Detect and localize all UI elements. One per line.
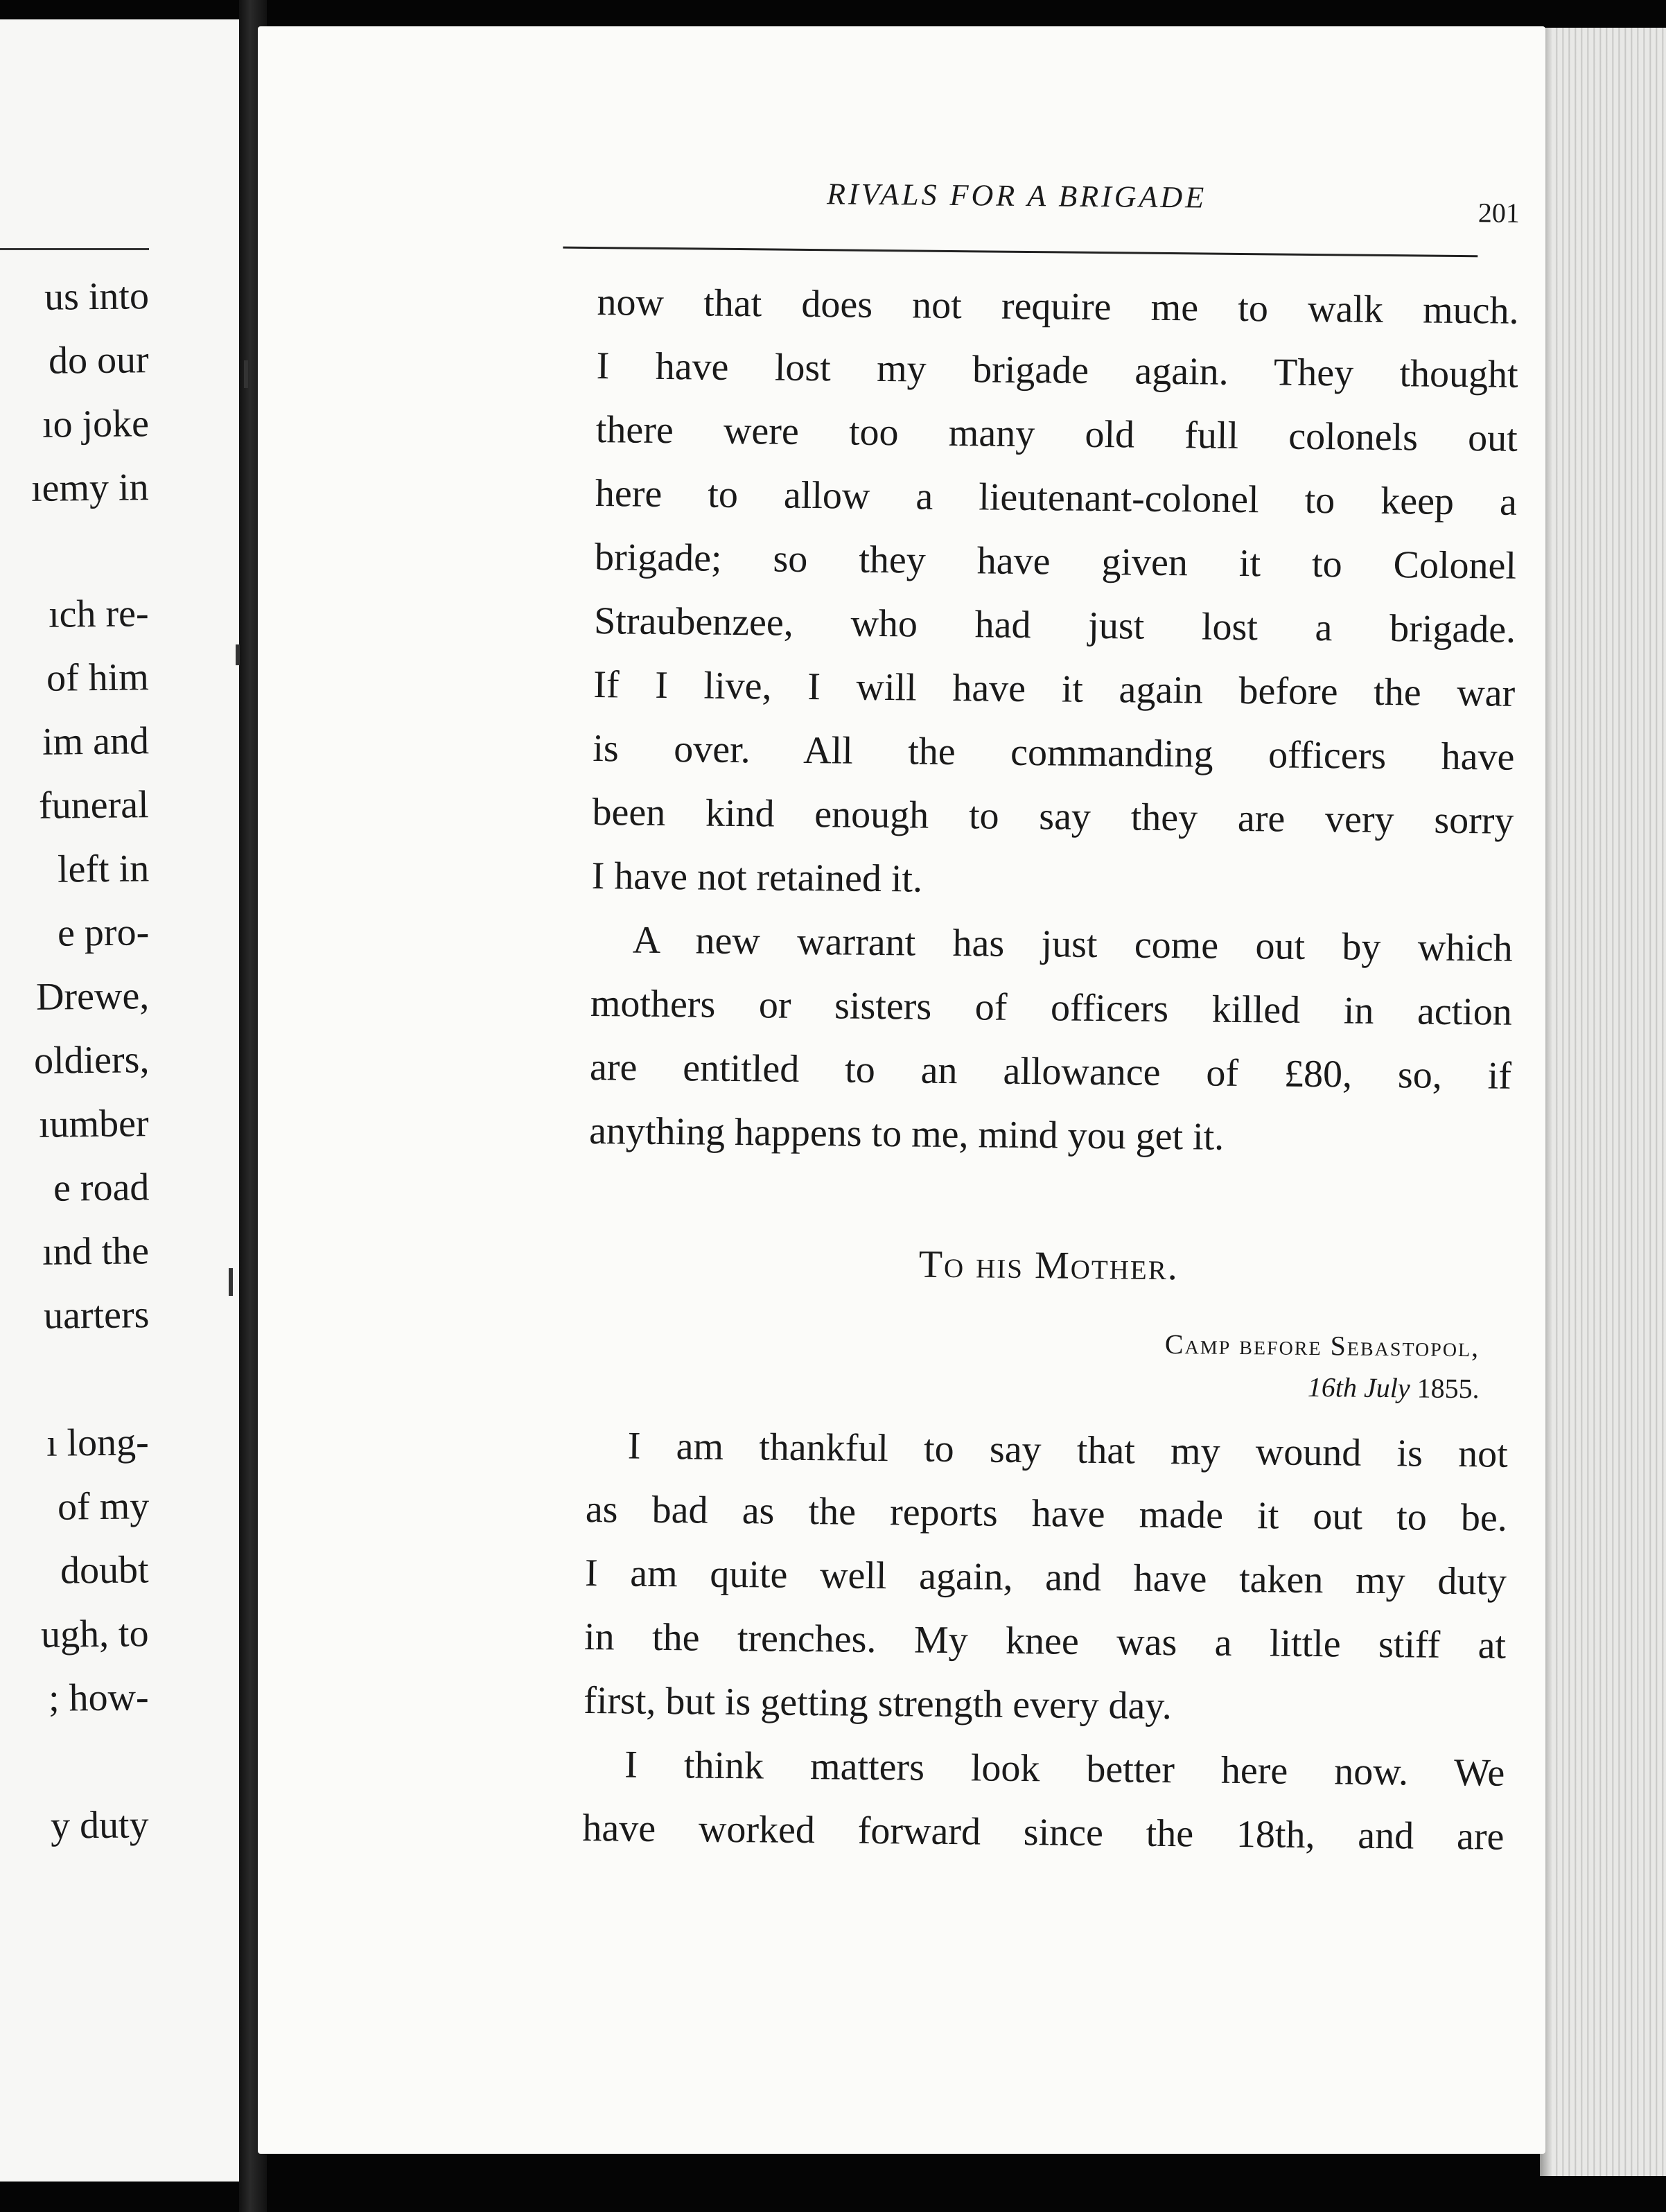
facing-line: im and xyxy=(42,719,150,764)
text-line: I am thankful to say that my wound is not xyxy=(627,1424,1508,1476)
text-line: brigade; so they have given it to Colonel xyxy=(594,536,1517,588)
text-line: here to allow a lieutenant-colonel to keep a xyxy=(595,472,1518,524)
text-line: is over. All the commanding officers have xyxy=(593,727,1515,779)
facing-line: ıemy in xyxy=(31,466,150,510)
facing-line: ıumber xyxy=(39,1102,150,1146)
facing-line: y duty xyxy=(51,1803,150,1847)
text-line: in the trenches. My knee was a little stiff at xyxy=(584,1615,1507,1667)
facing-line: e road xyxy=(53,1166,150,1210)
dateline-date xyxy=(1308,1371,1480,1405)
text-line: I am quite well again, and have taken my duty xyxy=(584,1551,1507,1604)
facing-line: ıch re- xyxy=(49,592,150,636)
binding-mark xyxy=(236,644,240,665)
facing-line: of my xyxy=(57,1484,150,1529)
facing-line: uarters xyxy=(43,1293,150,1337)
facing-line: left in xyxy=(57,847,150,891)
binding-mark xyxy=(244,360,248,388)
facing-line: oldiers, xyxy=(33,1038,150,1082)
page-number: 201 xyxy=(1478,197,1520,229)
facing-line: ugh, to xyxy=(41,1612,150,1656)
dateline-place: Camp before Sebastopol, xyxy=(1164,1328,1480,1363)
text-line: been kind enough to say they are very sorry xyxy=(592,791,1514,843)
facing-line: of him xyxy=(46,656,150,700)
text-line: have worked forward since the 18th, and are xyxy=(582,1806,1505,1859)
facing-line: ; how- xyxy=(49,1676,150,1720)
text-line: Straubenzee, who had just lost a brigade. xyxy=(593,599,1516,651)
facing-line: Drewe, xyxy=(35,974,150,1019)
facing-line: ıo joke xyxy=(42,402,150,446)
text-line: now that does not require me to walk much. xyxy=(597,281,1519,333)
running-title: RIVALS FOR A BRIGADE xyxy=(826,177,1207,215)
facing-line: e pro- xyxy=(57,911,150,955)
text-line: are entitled to an allowance of £80, so, if xyxy=(589,1046,1512,1098)
facing-line: doubt xyxy=(60,1548,150,1592)
text-line: I have lost my brigade again. They thought xyxy=(596,344,1518,396)
text-line: A new warrant has just come out by which xyxy=(632,918,1513,970)
text-line: I have not retained it. xyxy=(591,854,923,901)
dateline-year: 1855. xyxy=(1417,1372,1480,1405)
letter-heading: To his Mother. xyxy=(918,1243,1180,1289)
facing-line: ınd the xyxy=(42,1229,150,1274)
running-head xyxy=(563,174,1534,266)
facing-page xyxy=(0,19,246,2182)
text-line: anything happens to me, mind you get it. xyxy=(588,1109,1225,1159)
facing-line: do our xyxy=(49,338,150,383)
text-line: first, but is getting strength every day. xyxy=(583,1678,1173,1728)
page-text-block xyxy=(258,26,1545,2154)
dateline-day-month: 16th July xyxy=(1307,1371,1410,1404)
text-line: I think matters look better here now. We xyxy=(624,1743,1505,1795)
facing-line: funeral xyxy=(39,783,150,827)
facing-page-rule xyxy=(0,248,149,250)
text-line: there were too many old full colonels out xyxy=(595,408,1518,460)
binding-mark xyxy=(229,1268,233,1296)
text-line: If I live, I will have it again before the war xyxy=(593,663,1516,715)
text-line: mothers or sisters of officers killed in action xyxy=(590,982,1513,1034)
header-rule xyxy=(563,247,1478,258)
book-page-edges xyxy=(1545,28,1666,2176)
text-line: as bad as the reports have made it out to be. xyxy=(585,1487,1508,1540)
facing-line: us into xyxy=(44,274,150,319)
facing-line: ı long- xyxy=(46,1421,150,1465)
main-page xyxy=(258,26,1545,2154)
